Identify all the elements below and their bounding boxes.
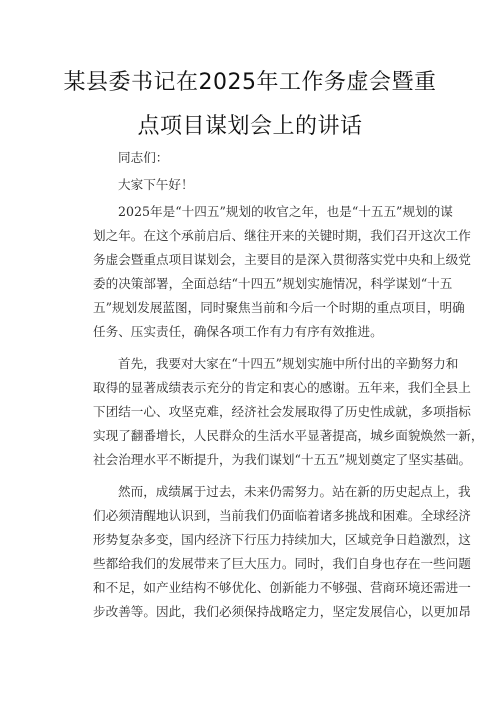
- paragraph-3-line-1: 然而，成绩属于过去，未来仍需努力。站在新的历史起点上，我: [118, 484, 471, 499]
- paragraph-1-line-2: 划之年。在这个承前启后、继往开来的关键时期，我们召开这次工作: [93, 228, 471, 243]
- paragraph-1-line-4: 委的决策部署，全面总结“十四五”规划实施情况，科学谋划“十五: [93, 276, 453, 291]
- salutation: 同志们：: [118, 150, 169, 165]
- paragraph-1-line-5: 五”规划发展蓝图，同时聚焦当前和今后一个时期的重点项目，明确: [93, 300, 465, 315]
- paragraph-1-line-6: 任务、压实责任，确保各项工作有力有序有效推进。: [93, 324, 383, 339]
- paragraph-3-line-4: 些都给我们的发展带来了巨大压力。同时，我们自身也存在一些问题: [93, 556, 471, 571]
- paragraph-2-line-1: 首先，我要对大家在“十四五”规划实施中所付出的辛勤努力和: [118, 356, 459, 371]
- greeting: 大家下午好！: [118, 177, 194, 192]
- paragraph-1-line-1: 2025年是“十四五”规划的收官之年，也是“十五五”规划的谋: [118, 204, 453, 219]
- paragraph-2-line-5: 社会治理水平不断提升，为我们谋划“十五五”规划奠定了坚实基础。: [93, 452, 472, 467]
- paragraph-3-line-6: 步改善等。因此，我们必须保持战略定力，坚定发展信心，以更加昂: [93, 604, 471, 619]
- paragraph-3-line-3: 形势复杂多变，国内经济下行压力持续加大，区域竞争日趋激烈，这: [93, 532, 471, 547]
- document-title-line-1: 某县委书记在2025年工作务虚会暨重: [63, 70, 437, 95]
- document-title-line-2: 点项目谋划会上的讲话: [137, 114, 363, 139]
- paragraph-3-line-5: 和不足，如产业结构不够优化、创新能力不够强、营商环境还需进一: [93, 580, 471, 595]
- paragraph-3-line-2: 们必须清醒地认识到，当前我们仍面临着诸多挑战和困难。全球经济: [93, 508, 471, 523]
- paragraph-2-line-4: 实现了翻番增长，人民群众的生活水平显著提高，城乡面貌焕然一新，: [93, 428, 484, 443]
- paragraph-2-line-3: 下团结一心、攻坚克难，经济社会发展取得了历史性成就，多项指标: [93, 404, 471, 419]
- paragraph-1-line-3: 务虚会暨重点项目谋划会，主要目的是深入贯彻落实党中央和上级党: [93, 252, 471, 267]
- paragraph-2-line-2: 取得的显著成绩表示充分的肯定和衷心的感谢。五年来，我们全县上: [93, 380, 471, 395]
